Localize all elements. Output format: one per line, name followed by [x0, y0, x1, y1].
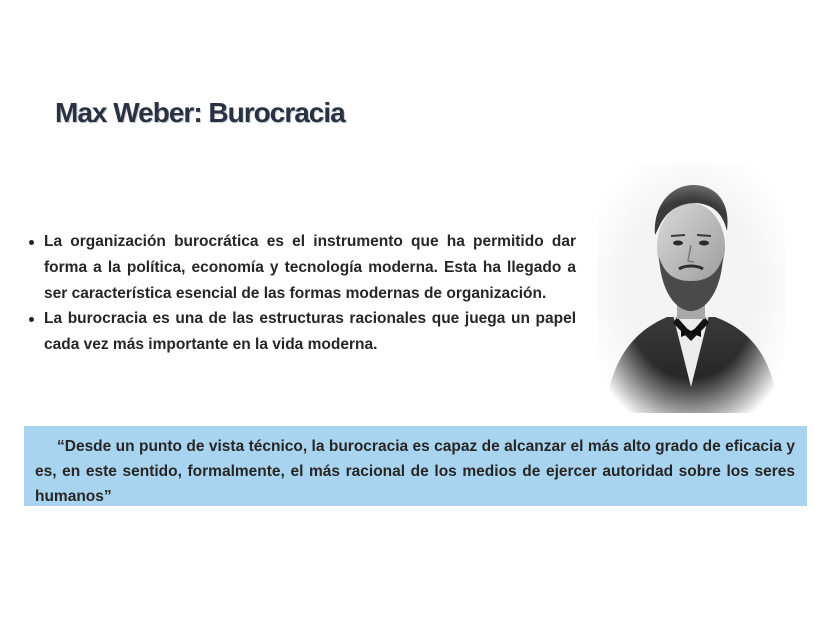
bullet-item [26, 306, 576, 358]
bullet-text: La burocracia es una de las estructuras racionales que juega un papel cada vez más importante en la vida moderna. [44, 310, 576, 354]
bullet-item [26, 229, 576, 306]
bullet-text: La organización burocrática es el instrumento que ha permitido dar forma a la política, economía y tecnología moderna. Esta ha llegado a ser característica esencial de las formas modernas de organización. [44, 233, 576, 302]
bullet-list [26, 229, 576, 358]
quote-box [24, 426, 807, 506]
slide-title: Max Weber: Burocracia [55, 97, 345, 128]
portrait-photo [597, 165, 785, 413]
quote-text: “Desde un punto de vista técnico, la burocracia es capaz de alcanzar el más alto grado de eficacia y es, en este sentido, formalmente, el más racional de los medios de ejercer autoridad sobre los seres humanos” [35, 438, 795, 505]
bullet-dot-icon [29, 317, 34, 322]
bullet-dot-icon [29, 240, 34, 245]
